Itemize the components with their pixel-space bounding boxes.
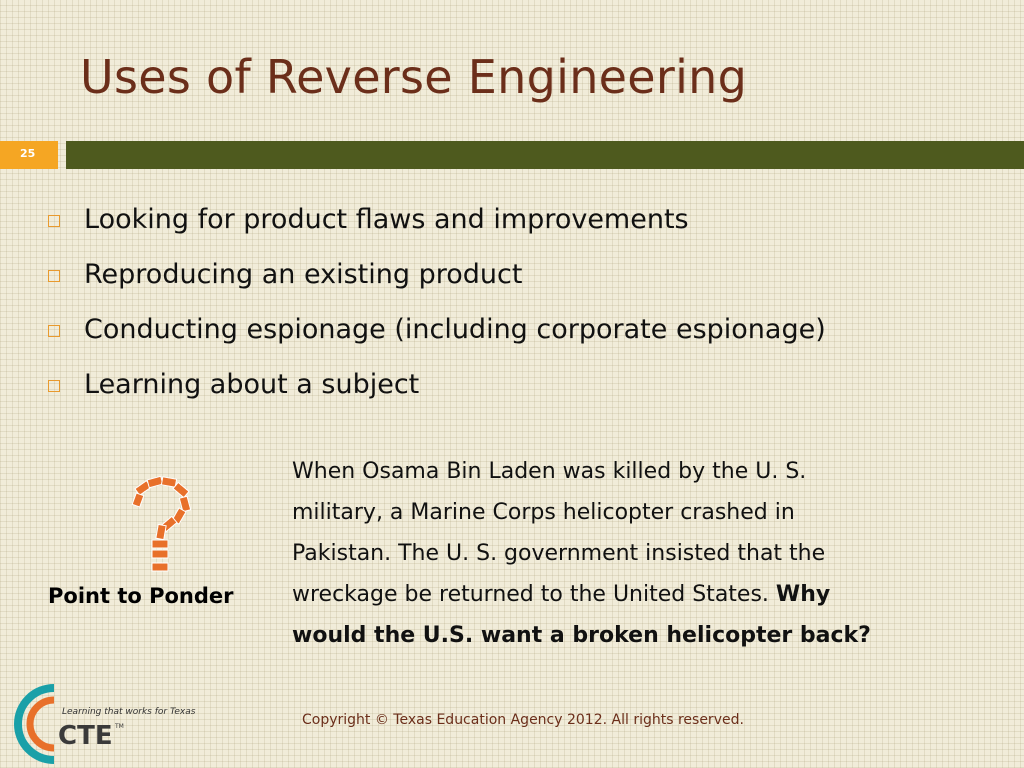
cte-logo: [14, 680, 214, 764]
story-line-text: wreckage be returned to the United States.: [292, 582, 769, 607]
bullet-item: [44, 198, 826, 253]
square-bullet-icon: [48, 270, 60, 282]
square-bullet-icon: [48, 215, 60, 227]
bullet-text: Learning about a subject: [84, 369, 420, 400]
story-line: When Osama Bin Laden was killed by the U. S.: [292, 459, 807, 484]
square-bullet-icon: [48, 380, 60, 392]
story-line: military, a Marine Corps helicopter crashed in: [292, 500, 795, 525]
bullet-text: Reproducing an existing product: [84, 259, 523, 290]
story-line: Pakistan. The U. S. government insisted that the: [292, 541, 826, 566]
question-mark-bricks-icon: [122, 474, 202, 574]
story-question-start: Why: [775, 582, 831, 607]
bullet-item: [44, 253, 826, 308]
logo-tagline: Learning that works for Texas: [62, 707, 196, 717]
title-divider-bar: [66, 141, 1024, 169]
bullet-item: [44, 308, 826, 363]
slide-title: Uses of Reverse Engineering: [80, 50, 748, 104]
square-bullet-icon: [48, 325, 60, 337]
copyright-footer: Copyright © Texas Education Agency 2012. All rights reserved.: [302, 712, 744, 728]
bullet-item: [44, 363, 826, 418]
story-question: would the U.S. want a broken helicopter back?: [292, 623, 871, 648]
bullet-text: Looking for product flaws and improvements: [84, 204, 689, 235]
point-to-ponder-label: Point to Ponder: [48, 584, 234, 608]
logo-text: CTE: [58, 721, 113, 751]
logo-trademark: TM: [115, 723, 124, 730]
ponder-story-text: [292, 451, 982, 656]
bullet-text: Conducting espionage (including corporate espionage): [84, 314, 826, 345]
story-line: [292, 574, 982, 615]
bullet-list: [44, 198, 826, 418]
slide-number-badge: 25: [0, 141, 58, 169]
story-line: [292, 615, 982, 656]
